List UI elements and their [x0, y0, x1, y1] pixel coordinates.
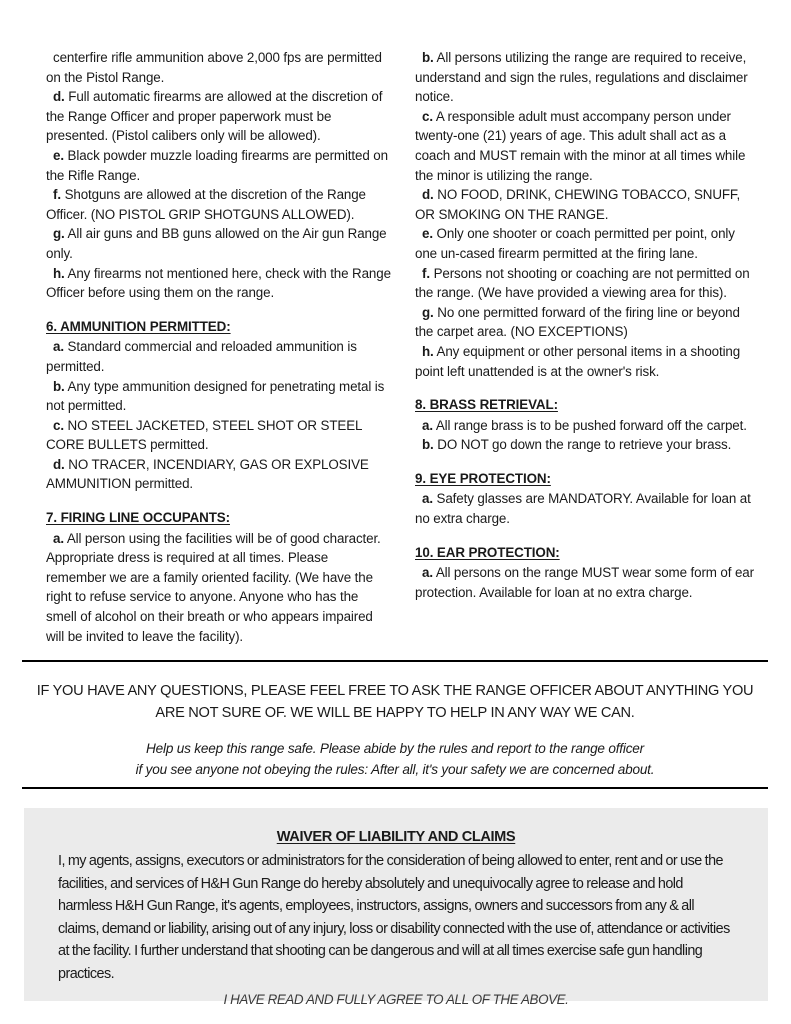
right-continuation-list — [415, 48, 760, 381]
item-letter: e. — [53, 147, 64, 163]
list-item — [46, 48, 391, 87]
waiver-body-text: I, my agents, assigns, executors or administrators for the consideration of being allowed to enter, rent and or use the facilities, and services of H&H Gun Range do hereby absolutely and unequivocally agree to release and hold harmless H&H Gun Range, it's agents, employees, instructors, assigns, owners and successors from any & all claims, demand or liability, arising out of any injury, loss or disability connected with the use of, attendance or activities at the facility. I further understand that shooting can be dangerous and will at all times exercise safe gun handling practices. — [58, 853, 730, 982]
list-item — [415, 303, 760, 342]
right-column — [415, 48, 760, 646]
item-letter: a. — [53, 339, 64, 355]
questions-banner — [22, 680, 768, 780]
list-item — [46, 87, 391, 146]
item-letter: a. — [422, 565, 433, 581]
list-item — [46, 455, 391, 494]
item-text: All air guns and BB guns allowed on the Air gun Range only. — [46, 226, 387, 261]
banner-main-text: IF YOU HAVE ANY QUESTIONS, PLEASE FEEL FREE TO ASK THE RANGE OFFICER ABOUT ANYTHING YOU ARE NOT SURE OF. WE WILL BE HAPPY TO HELP IN ANY WAY WE CAN. — [36, 683, 754, 721]
item-letter: d. — [53, 456, 65, 472]
waiver-agreement-line: I HAVE READ AND FULLY AGREE TO ALL OF THE ABOVE. — [223, 991, 569, 1007]
item-text: DO NOT go down the range to retrieve your brass. — [437, 437, 732, 453]
section-ear-protection — [415, 543, 760, 603]
item-text: Standard commercial and reloaded ammunition is permitted. — [46, 339, 357, 374]
list-item — [46, 224, 391, 263]
item-letter: a. — [53, 530, 64, 546]
item-text: Any firearms not mentioned here, check with the Range Officer before using them on the range. — [46, 265, 391, 301]
item-letter: b. — [422, 50, 434, 65]
divider-rule-bottom — [22, 787, 768, 789]
list-item — [415, 435, 760, 455]
item-letter: b. — [53, 378, 65, 394]
list-item — [46, 146, 391, 185]
section-heading: 6. AMMUNITION PERMITTED: — [46, 318, 231, 334]
item-letter: a. — [422, 417, 433, 433]
item-letter: g. — [422, 304, 434, 320]
item-letter: h. — [53, 265, 65, 281]
item-text: centerfire rifle ammunition above 2,000 fps are permitted on the Pistol Range. — [46, 50, 382, 85]
banner-subtext-line1: Help us keep this range safe. Please abide by the rules and report to the range officer — [146, 741, 644, 756]
item-text: All person using the facilities will be of good character. Appropriate dress is required at all times. Please remember we are a family oriented facility. (We have the right to refuse service to anyone. Anyone who has the smell of alcohol on their breath or who appears impaired will be invited to leave the facility). — [46, 530, 381, 644]
section-ammunition-permitted — [46, 317, 391, 494]
item-text: Full automatic firearms are allowed at the discretion of the Range Officer and proper paperwork must be presented. (Pistol calibers only will be allowed). — [46, 89, 383, 144]
list-item — [46, 337, 391, 376]
list-item — [415, 416, 760, 436]
list-item — [415, 185, 760, 224]
item-text: Black powder muzzle loading firearms are permitted on the Rifle Range. — [46, 147, 388, 183]
section-heading: 7. FIRING LINE OCCUPANTS: — [46, 510, 230, 526]
item-letter: b. — [422, 437, 434, 453]
section-heading: 10. EAR PROTECTION: — [415, 544, 560, 560]
list-item — [415, 489, 760, 528]
item-letter: c. — [53, 417, 64, 433]
waiver-title: WAIVER OF LIABILITY AND CLAIMS — [276, 829, 516, 845]
item-text: NO FOOD, DRINK, CHEWING TOBACCO, SNUFF, OR SMOKING ON THE RANGE. — [415, 187, 741, 222]
item-text: All persons on the range MUST wear some form of ear protection. Available for loan at no extra charge. — [415, 565, 754, 600]
item-letter: c. — [422, 108, 433, 124]
list-item — [415, 107, 760, 185]
section-heading: 8. BRASS RETRIEVAL: — [415, 397, 558, 413]
section-spacer — [46, 303, 391, 317]
item-text: All persons utilizing the range are required to receive, understand and sign the rules, regulations and disclaimer notice. — [415, 50, 748, 105]
item-letter: h. — [422, 343, 434, 359]
section-spacer — [415, 455, 760, 469]
item-letter: a. — [422, 491, 433, 507]
list-item — [415, 224, 760, 263]
item-text: No one permitted forward of the firing line or beyond the carpet area. (NO EXCEPTIONS) — [415, 304, 740, 340]
item-letter: e. — [422, 226, 433, 242]
section-firing-line-occupants — [46, 508, 391, 646]
item-text: All range brass is to be pushed forward off the carpet. — [435, 417, 747, 433]
left-column — [46, 48, 391, 646]
rules-columns — [0, 48, 791, 646]
item-letter: d. — [53, 89, 65, 105]
item-text: Persons not shooting or coaching are not permitted on the range. (We have provided a viewing area for this). — [415, 265, 750, 301]
item-letter: f. — [422, 265, 430, 281]
list-item — [415, 342, 760, 381]
divider-rule-top — [22, 660, 768, 662]
section-eye-protection — [415, 469, 760, 529]
list-item — [46, 377, 391, 416]
section-brass-retrieval — [415, 395, 760, 455]
item-text: NO TRACER, INCENDIARY, GAS OR EXPLOSIVE AMMUNITION permitted. — [46, 456, 369, 492]
section-heading: 9. EYE PROTECTION: — [415, 470, 551, 486]
item-text: A responsible adult must accompany person under twenty-one (21) years of age. This adult shall act as a coach and MUST remain with the minor at all times while the minor is utilizing the range. — [415, 108, 746, 183]
item-text: Only one shooter or coach permitted per point, only one un-cased firearm permitted at the firing lane. — [415, 226, 735, 261]
section-spacer — [46, 494, 391, 508]
item-text: Safety glasses are MANDATORY. Available for loan at no extra charge. — [415, 491, 751, 527]
item-text: NO STEEL JACKETED, STEEL SHOT OR STEEL CORE BULLETS permitted. — [46, 417, 362, 453]
list-item — [415, 563, 760, 602]
list-item — [46, 529, 391, 647]
list-item — [46, 264, 391, 303]
item-letter: d. — [422, 187, 434, 203]
waiver-block — [24, 808, 768, 1007]
item-text: Any type ammunition designed for penetrating metal is not permitted. — [46, 378, 385, 414]
section-spacer — [415, 529, 760, 543]
left-continuation-list — [46, 48, 391, 303]
item-text: Shotguns are allowed at the discretion of the Range Officer. (NO PISTOL GRIP SHOTGUNS ALLOWED). — [46, 187, 366, 222]
item-letter: f. — [53, 187, 61, 203]
list-item — [415, 48, 760, 107]
list-item — [415, 264, 760, 303]
item-text: Any equipment or other personal items in a shooting point left unattended is at the owner's risk. — [415, 343, 741, 379]
banner-subtext — [22, 738, 768, 780]
list-item — [46, 185, 391, 224]
banner-subtext-line2: if you see anyone not obeying the rules: After all, it's your safety we are concerned about. — [135, 762, 655, 777]
item-letter: g. — [53, 226, 65, 242]
list-item — [46, 416, 391, 455]
section-spacer — [415, 381, 760, 395]
